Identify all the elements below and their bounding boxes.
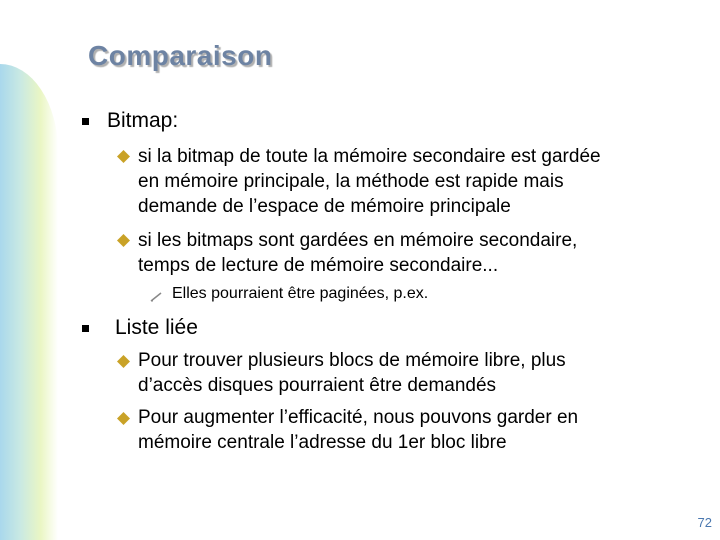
bitmap-sub-note: Elles pourraient être paginées, p.ex. xyxy=(172,285,429,302)
text-line: demande de l’espace de mémoire principale xyxy=(138,196,511,217)
section-heading-bitmap: Bitmap: xyxy=(107,109,179,132)
liste-item-2 xyxy=(138,405,708,455)
text-line: Pour trouver plusieurs blocs de mémoire libre, plus xyxy=(138,350,566,371)
diamond-bullet-icon xyxy=(117,150,130,163)
text-line: d’accès disques pourraient être demandés xyxy=(138,375,497,396)
text-line: Pour augmenter l’efficacité, nous pouvons garder en xyxy=(138,407,579,428)
text-line: temps de lecture de mémoire secondaire... xyxy=(138,255,499,276)
decorative-left-band xyxy=(0,64,58,540)
square-bullet-icon xyxy=(82,325,89,332)
diamond-bullet-icon xyxy=(117,355,130,368)
square-bullet-icon xyxy=(82,118,89,125)
slide-title: Comparaison xyxy=(88,40,273,71)
bitmap-item-2 xyxy=(138,228,708,278)
diamond-bullet-icon xyxy=(117,234,130,247)
text-line: si les bitmaps sont gardées en mémoire secondaire, xyxy=(138,230,578,251)
bitmap-item-1 xyxy=(138,144,708,219)
text-line: en mémoire principale, la méthode est rapide mais xyxy=(138,171,564,192)
text-line: si la bitmap de toute la mémoire secondaire est gardée xyxy=(138,146,601,167)
page-number: 72 xyxy=(697,515,712,530)
diamond-bullet-icon xyxy=(117,412,130,425)
section-heading-liste-liee: Liste liée xyxy=(115,316,198,339)
pencil-bullet-icon xyxy=(150,292,162,302)
liste-item-1 xyxy=(138,348,708,398)
text-line: mémoire centrale l’adresse du 1er bloc libre xyxy=(138,432,507,453)
